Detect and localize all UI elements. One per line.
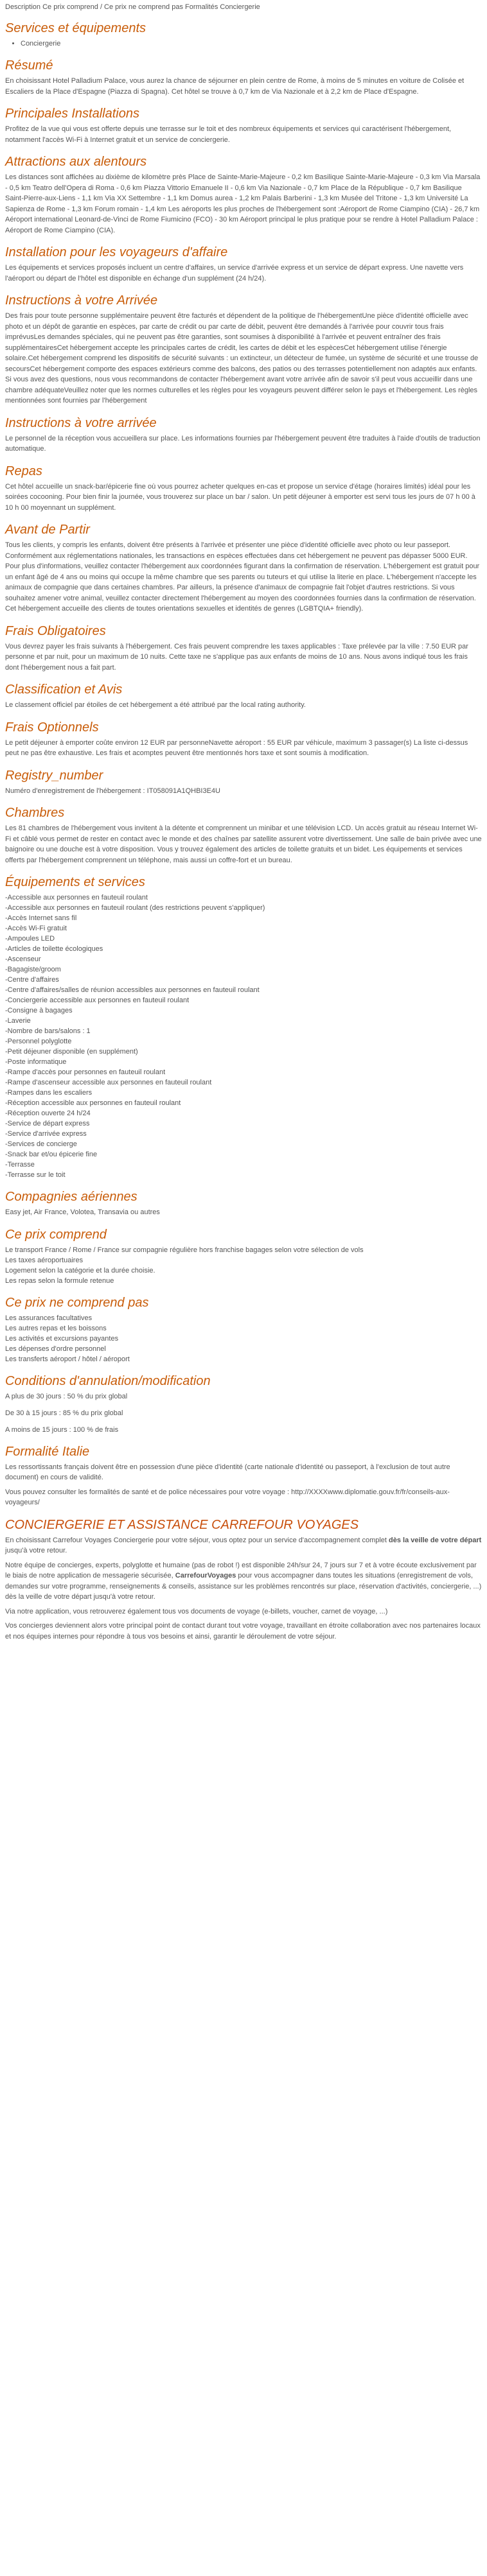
equipements-list [5, 892, 482, 1180]
equipement-item: -Terrasse sur le toit [5, 1171, 66, 1179]
avant-heading: Avant de Partir [5, 523, 90, 537]
formalite-heading: Formalité Italie [5, 1444, 90, 1459]
attractions-text: Les distances sont affichées au dixième de kilomètre près Place de Sainte-Marie-Majeure - 0,2 km Basilique Sainte-Marie-Majeure - 0,3 km Via Marsala - 0,5 km Teatro dell'Opera di Roma - 0,6 km Piazza Vittorio Emanuele II - 0,6 km Via Nazionale - 0,7 km Place de la République - 0,7 km Basilique Saint-Pierre-aux-Liens - 1,1 km Via XX Settembre - 1,1 km Domus aurea - 1,2 km Palais Barberini - 1,3 km Musée del Tritone - 1,3 km Université La Sapienza de Rome - 1,3 km Forum romain - 1,4 km Les aéroports les plus proches de l'hébergement sont :Aéroport de Rome Ciampino (CIA) - 26,7 km Aéroport international Leonard-de-Vinci de Rome Fiumicino (FCO) - 30 km Aéroport principal le plus pratique pour se rendre à Hotel Palladium Palace : Aéroport de Rome Ciampino (CIA). [5, 173, 481, 234]
conciergerie-app-name: CarrefourVoyages [175, 1572, 236, 1580]
equipement-item: -Accès Wi-Fi gratuit [5, 925, 67, 932]
comprend-heading: Ce prix comprend [5, 1227, 107, 1242]
necomprend-line: Les autres repas et les boissons [5, 1324, 107, 1332]
annulation-heading: Conditions d'annulation/modification [5, 1373, 211, 1388]
equipement-item: -Consigne à bagages [5, 1007, 73, 1014]
equipement-item: -Accessible aux personnes en fauteuil roulant (des restrictions peuvent s'appliquer) [5, 904, 265, 912]
equipement-item: -Laverie [5, 1017, 31, 1025]
equipements-heading: Équipements et services [5, 875, 145, 889]
equipement-item: -Bagagiste/groom [5, 966, 61, 973]
comprend-line: Les taxes aéroportuaires [5, 1256, 84, 1264]
frais-heading: Frais Obligatoires [5, 623, 106, 638]
equipement-item: -Snack bar et/ou épicerie fine [5, 1151, 98, 1158]
formalite-text: Les ressortissants français doivent être en possession d'une pièce d'identité (carte nationale d'identité ou passeport, à l'exclusion de tout autre document) en cours de validité. [5, 1463, 450, 1481]
avant-text: Tous les clients, y compris les enfants, doivent être présents à l'arrivée et présenter une pièce d'identité officielle avec photo ou leur passeport. Conformément aux réglementations nationales, les transactions en espèces effectuées dans cet hébergement ne peuvent pas dépasser 5000 EUR. Pour plus d'informations, veuillez contacter l'hébergement aux coordonnées figurant dans la confirmation de réservation. L'hébergement est gratuit pour un enfant âgé de 4 ans ou moins qui occupe la même chambre que ses parents ou tuteurs et qui utilise la literie en place. L'hébergement n'accepte les animaux de compagnie que dans certaines chambres. Par ailleurs, la présence d'animaux de compagnie fait l'objet d'autres restrictions. Si vous souhaitez amener votre animal, veuillez contacter directement l'hébergement au moyen des coordonnées fournies dans la confirmation de réservation. Cet hébergement accueille des clients de toutes orientations sexuelles et identités de genres (LGBTQIA+ friendly). [5, 541, 480, 613]
arrivee-text: Des frais pour toute personne supplémentaire peuvent être facturés et dépendent de la politique de l'hébergementUne pièce d'identité officielle avec photo et un dépôt de garantie en espèces, par carte de crédit ou par carte de débit, peuvent être demandés à l'arrivée pour couvrir tous frais imprévusLes demandes spéciales, qui ne peuvent pas être garanties, sont soumises à disponibilité à l'arrivée et peuvent entraîner des frais supplémentairesCet hébergement accepte les principales cartes de crédit, les cartes de débit et les espècesCet hébergement utilise l'énergie solaire.Cet hébergement comprend les dispositifs de sécurité suivants : un extincteur, un détecteur de fumée, un système de sécurité et une trousse de secoursCet hébergement comporte des espaces extérieurs comme des balcons, des patios ou des terrasses potentiellement non adaptés aux enfants. Si vous avez des questions, nous vous recommandons de contacter l'hébergement avant votre arrivée afin de savoir s'il peut vous accueillir dans une chambre adéquateVeuillez noter que les normes culturelles et les règles pour les voyageurs peuvent différer selon le pays et l'hébergement. Les règles mentionnées sont fournies par l'hébergement [5, 312, 479, 405]
page [0, 3, 487, 1642]
equipement-item: -Rampe d'ascenseur accessible aux personnes en fauteuil roulant [5, 1079, 212, 1086]
conciergerie-documents: Via notre application, vous retrouverez également tous vos documents de voyage (e-billets, voucher, carnet de voyage, ...) [5, 1607, 388, 1615]
arrivee-heading: Instructions à votre Arrivée [5, 293, 158, 308]
equipement-item: -Accessible aux personnes en fauteuil roulant [5, 894, 148, 901]
conciergerie-intro: En choisissant Carrefour Voyages Conciergerie pour votre séjour, vous optez pour un service d'accompagnement complet dès la veille de votre départ jusqu'à votre retour. [5, 1536, 482, 1554]
equipement-item: -Accès Internet sans fil [5, 914, 77, 922]
conciergerie-contact: Vos concierges deviennent alors votre principal point de contact durant tout votre voyage, travaillant en étroite collaboration avec nos partenaires locaux et nos équipes internes pour répondre à tous vos besoins et ainsi, garantir le déroulement de votre séjour. [5, 1622, 481, 1640]
equipement-item: -Personnel polyglotte [5, 1038, 72, 1045]
formalite-link-text[interactable]: Vous pouvez consulter les formalités de santé et de police nécessaires pour votre voyage : http://XXXXwww.diplomatie.gouv.fr/fr/conseils-aux-voyageurs/ [5, 1488, 450, 1506]
equipement-item: -Centre d'affaires/salles de réunion accessibles aux personnes en fauteuil roulant [5, 986, 260, 994]
equipement-item: -Ascenseur [5, 955, 41, 963]
equipement-item: -Ampoules LED [5, 935, 55, 943]
comprend-list [5, 1245, 482, 1286]
equipement-item: -Nombre de bars/salons : 1 [5, 1027, 91, 1035]
registry-heading: Registry_number [5, 768, 103, 783]
equipement-item: -Service d'arrivée express [5, 1130, 87, 1138]
services-heading: Services et équipements [5, 21, 146, 35]
services-item: • Conciergerie [21, 39, 482, 49]
optionnels-heading: Frais Optionnels [5, 720, 99, 735]
comprend-line: Les repas selon la formule retenue [5, 1276, 114, 1285]
equipement-item: -Petit déjeuner disponible (en supplément) [5, 1048, 138, 1056]
necomprend-list [5, 1313, 482, 1364]
services-list [5, 39, 482, 49]
comprend-line: Logement selon la catégorie et la durée choisie. [5, 1266, 155, 1275]
attractions-heading: Attractions aux alentours [5, 155, 147, 169]
equipement-item: -Réception accessible aux personnes en fauteuil roulant [5, 1099, 181, 1107]
equipement-item: -Conciergerie accessible aux personnes en fauteuil roulant [5, 996, 190, 1004]
equipement-item: -Rampe d'accès pour personnes en fauteuil roulant [5, 1068, 166, 1076]
registry-text: Numéro d'enregistrement de l'hébergement : IT058091A1QHBI3E4U [5, 787, 220, 795]
equipement-item: -Service de départ express [5, 1120, 90, 1127]
compagnies-heading: Compagnies aériennes [5, 1190, 137, 1204]
conciergerie-emphasis: dès la veille de votre départ [389, 1536, 482, 1544]
annulation-line: De 30 à 15 jours : 85 % du prix global [5, 1409, 123, 1417]
chambres-text: Les 81 chambres de l'hébergement vous invitent à la détente et comprennent un minibar et une télévision LCD. Un accès gratuit au réseau Internet Wi-Fi et câblé vous permet de rester en contact avec le monde et des chaînes par satellite assurent votre divertissement. Une salle de bain privée avec une baignoire ou une douche est à votre disposition. Vous y trouvez également des articles de toilette gratuits et un bidet. Les équipements et services offerts par l'hébergement comprennent un téléphone, mais aussi un coffre-fort et un bureau. [5, 824, 482, 864]
necomprend-line: Les assurances facultatives [5, 1314, 93, 1322]
breadcrumb[interactable]: Description Ce prix comprend / Ce prix ne comprend pas Formalités Conciergerie [5, 3, 260, 11]
resume-heading: Résumé [5, 58, 53, 73]
necomprend-heading: Ce prix ne comprend pas [5, 1295, 149, 1310]
arrivee2-heading: Instructions à votre arrivée [5, 415, 157, 430]
classification-text: Le classement officiel par étoiles de cet hébergement a été attribué par the local rating authority. [5, 701, 306, 709]
compagnies-text: Easy jet, Air France, Volotea, Transavia ou autres [5, 1208, 160, 1216]
annulation-list [5, 1391, 482, 1435]
equipement-item: -Réception ouverte 24 h/24 [5, 1110, 91, 1117]
necomprend-line: Les dépenses d'ordre personnel [5, 1345, 106, 1353]
annulation-line: A plus de 30 jours : 50 % du prix global [5, 1392, 128, 1400]
principales-text: Profitez de la vue qui vous est offerte depuis une terrasse sur le toit et des nombreux équipements et services qui caractérisent l'hébergement, notamment l'accès Wi-Fi à Internet gratuit et un service de conciergerie. [5, 125, 452, 144]
frais-text: Vous devrez payer les frais suivants à l'hébergement. Ces frais peuvent comprendre les taxes applicables : Taxe prélevée par la ville : 7.50 EUR par personne et par nuit, pour un maximum de 10 nuits. Cette taxe ne s'applique pas aux enfants de moins de 10 ans. Nous avons indiqué tous les frais dont l'hébergement nous a fait part. [5, 642, 468, 672]
conciergerie-team: Notre équipe de concierges, experts, polyglotte et humaine (pas de robot !) est disponible 24h/sur 24, 7 jours sur 7 et à votre écoute exclusivement par le biais de notre application de messagerie sécurisée, CarrefourVoyages pour vous accompagner dans toutes les situations (enregistrement de vols, demandes sur votre programme, renseignements & conseils, assistance sur les problèmes rencontrés sur place, réservation d'activités, conciergerie, ...) dès la veille de votre départ jusqu'à votre retour. [5, 1561, 482, 1601]
comprend-line: Le transport France / Rome / France sur compagnie régulière hors franchise bagages selon votre sélection de vols [5, 1246, 364, 1254]
necomprend-line: Les transferts aéroport / hôtel / aéroport [5, 1355, 130, 1363]
conciergerie-heading: CONCIERGERIE ET ASSISTANCE CARREFOUR VOYAGES [5, 1517, 359, 1532]
repas-heading: Repas [5, 464, 42, 478]
chambres-heading: Chambres [5, 806, 65, 820]
equipement-item: -Rampes dans les escaliers [5, 1089, 93, 1097]
arrivee2-text: Le personnel de la réception vous accueillera sur place. Les informations fournies par l'hébergement peuvent être traduites à l'aide d'outils de traduction automatique. [5, 434, 481, 453]
principales-heading: Principales Installations [5, 107, 139, 121]
equipement-item: -Centre d'affaires [5, 976, 59, 984]
equipement-item: -Articles de toilette écologiques [5, 945, 103, 953]
repas-text: Cet hôtel accueille un snack-bar/épicerie fine où vous pourrez acheter quelques en-cas et propose un service d'étage (horaires limités) idéal pour les soirées cocooning. Pour bien finir la journée, vous trouverez sur place un bar / salon. Un petit déjeuner à emporter est servi tous les jours de 07 h 00 à 10 h 00 moyennant un supplément. [5, 482, 475, 512]
equipement-item: -Terrasse [5, 1161, 35, 1169]
installation-text: Les équipements et services proposés incluent un centre d'affaires, un service d'arrivée express et un service de départ express. Une navette vers l'aéroport ou départ de l'hôtel est disponible en échange d'un supplément (24 h/24). [5, 264, 464, 283]
annulation-line: A moins de 15 jours : 100 % de frais [5, 1425, 119, 1434]
resume-text: En choisissant Hotel Palladium Palace, vous aurez la chance de séjourner en plein centre de Rome, à moins de 5 minutes en voiture de Colisée et Escaliers de la Place d'Espagne (Piazza di Spagna). Cet hôtel se trouve à 0,7 km de Via Nazionale et à 2,2 km de Place d'Espagne. [5, 77, 465, 96]
classification-heading: Classification et Avis [5, 683, 123, 697]
necomprend-line: Les activités et excursions payantes [5, 1334, 119, 1343]
equipement-item: -Services de concierge [5, 1140, 77, 1148]
equipement-item: -Poste informatique [5, 1058, 67, 1066]
installation-heading: Installation pour les voyageurs d'affaire [5, 245, 228, 259]
optionnels-text: Le petit déjeuner à emporter coûte environ 12 EUR par personneNavette aéroport : 55 EUR par véhicule, maximum 3 passager(s) La liste ci-dessus peut ne pas être exhaustive. Les frais et acomptes peuvent être mentionnés hors taxe et sont soumis à modification. [5, 738, 468, 757]
